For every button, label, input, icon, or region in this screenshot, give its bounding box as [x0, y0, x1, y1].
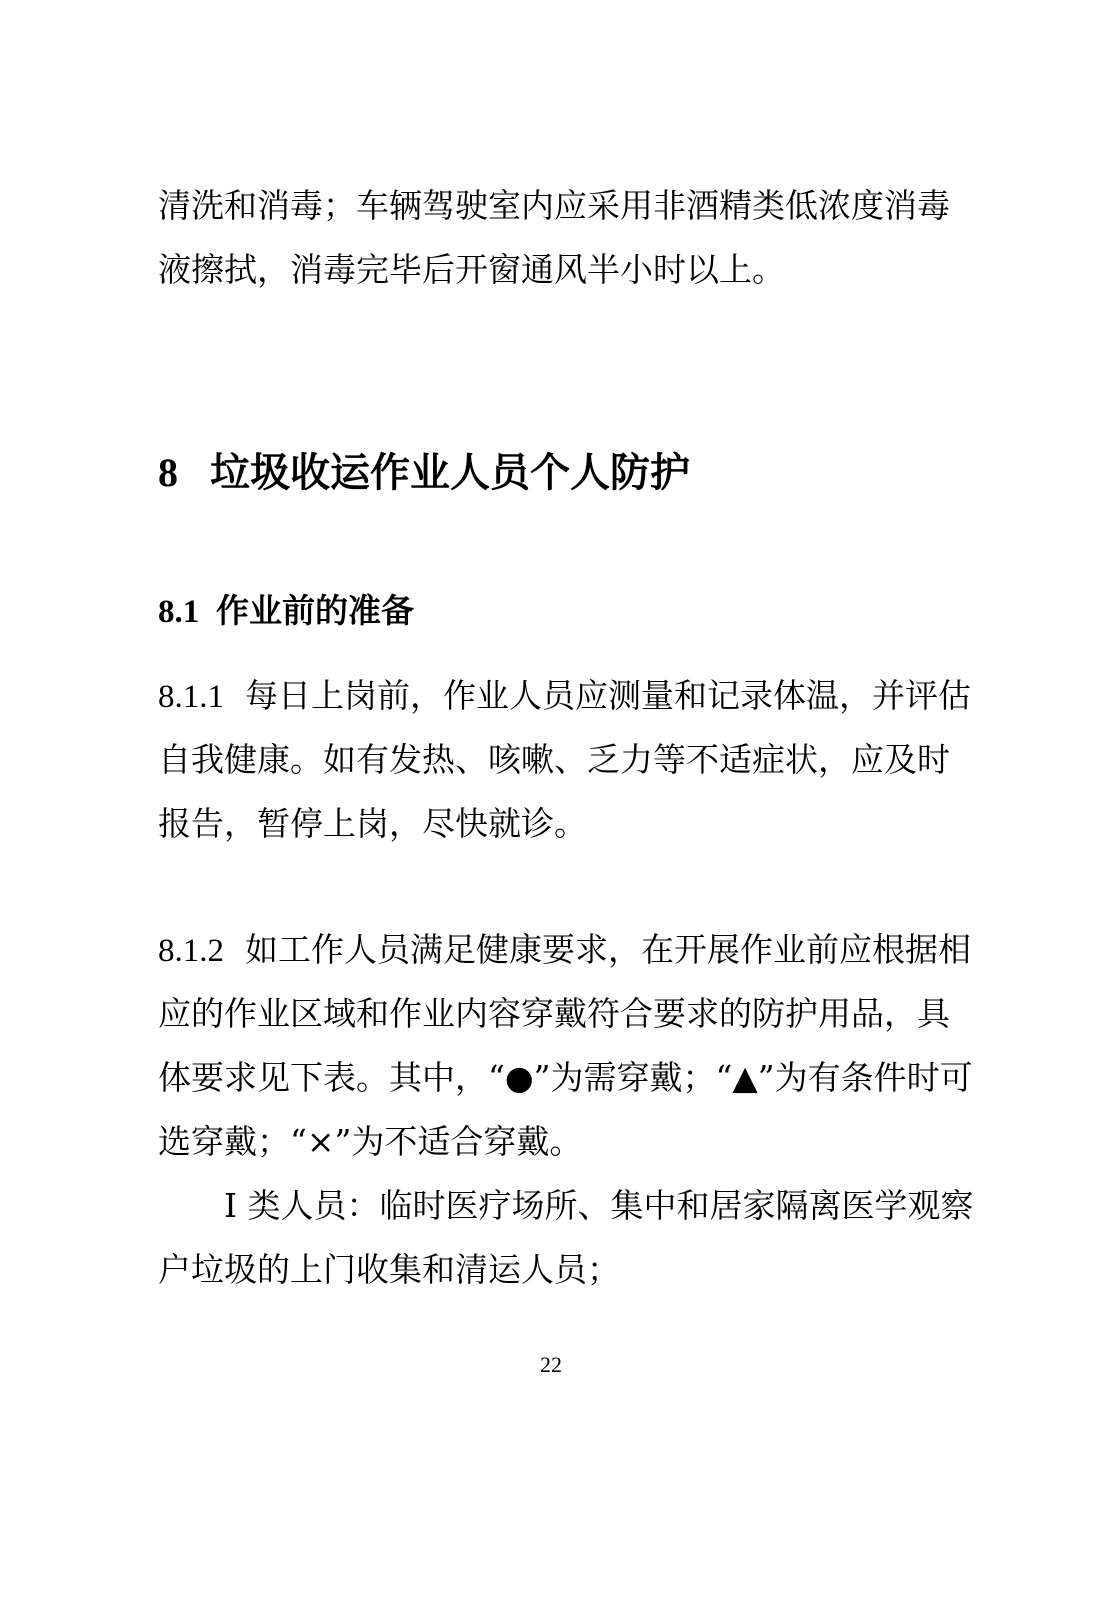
section-heading: [158, 443, 690, 503]
paragraph-line: [158, 664, 971, 728]
clause-number: 8.1.1: [158, 679, 224, 715]
section-number: 8: [158, 450, 178, 495]
paragraph-line: 选穿戴；“×”为不适合穿戴。: [158, 1122, 583, 1161]
clause-8-1-1: [158, 664, 971, 856]
paragraph-line: 应的作业区域和作业内容穿戴符合要求的防护用品，具: [158, 994, 950, 1033]
clause-8-1-2: [158, 918, 973, 1174]
paragraph-line: 清洗和消毒；车辆驾驶室内应采用非酒精类低浓度消毒: [158, 186, 950, 225]
clause-text: 每日上岗前，作业人员应测量和记录体温，并评估: [244, 676, 971, 715]
subsection-title: 作业前的准备: [216, 591, 414, 630]
paragraph-line: [158, 918, 971, 982]
continuation-paragraph: [158, 174, 948, 302]
section-title: 垃圾收运作业人员个人防护: [210, 449, 690, 496]
clause-text: 如工作人员满足健康要求，在开展作业前应根据相: [244, 930, 971, 969]
clause-number: 8.1.2: [158, 933, 224, 969]
category-1-paragraph: [158, 1174, 974, 1302]
paragraph-line: 体要求见下表。其中，“●”为需穿戴；“▲”为有条件时可: [158, 1058, 973, 1097]
subsection-number: 8.1: [158, 594, 200, 630]
paragraph-line: 户垃圾的上门收集和清运人员；: [158, 1250, 620, 1289]
paragraph-line: I 类人员：临时医疗场所、集中和居家隔离医学观察: [224, 1186, 974, 1225]
paragraph-line: 液擦拭，消毒完毕后开窗通风半小时以上。: [158, 250, 785, 289]
subsection-heading: [158, 586, 414, 637]
paragraph-line: 自我健康。如有发热、咳嗽、乏力等不适症状，应及时: [158, 740, 950, 779]
paragraph-line: 报告，暂停上岗，尽快就诊。: [158, 804, 587, 843]
page-number: 22: [540, 1352, 562, 1377]
